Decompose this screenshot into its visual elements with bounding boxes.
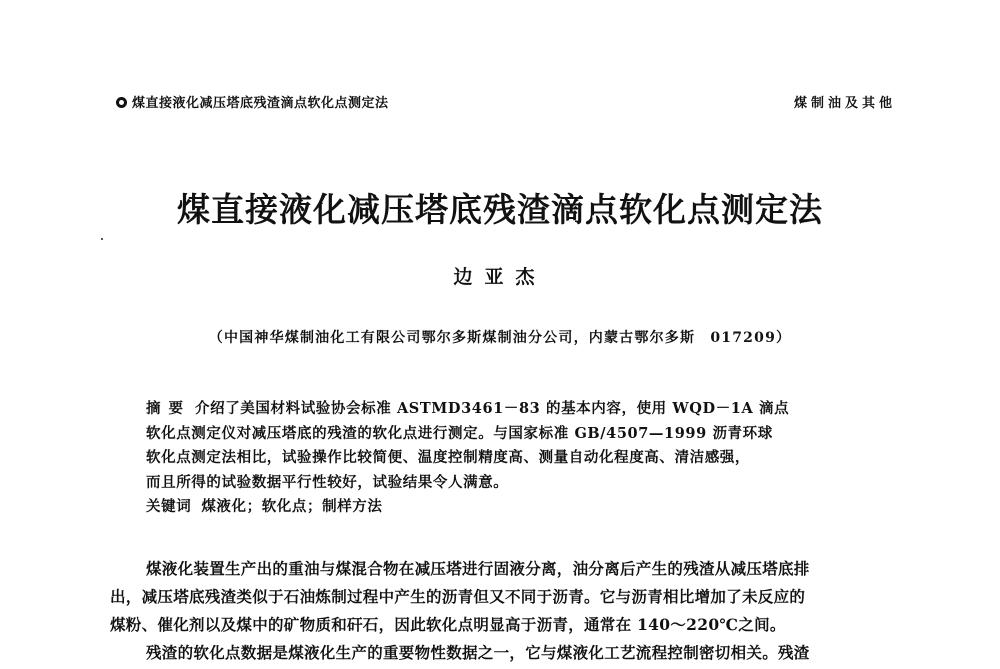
abstract-text: 介绍了美国材料试验协会标准 ASTMD3461－83 的基本内容，使用 WQD－1A 滴点 (195, 400, 790, 417)
body-line: 出，减压塔底残渣类似于石油炼制过程中产生的沥青但又不同于沥青。它与沥青相比增加了未反应的 (110, 587, 806, 606)
abstract-line: 软化点测定法相比，试验操作比较简便、温度控制精度高、测量自动化程度高、清洁感强， (146, 449, 750, 466)
affiliation: （中国神华煤制油化工有限公司鄂尔多斯煤制油分公司，内蒙古鄂尔多斯 017209） (208, 330, 792, 346)
running-header-title: 煤直接液化减压塔底残渣滴点软化点测定法 (132, 96, 389, 111)
abstract-line: 软化点测定仪对减压塔底的残渣的软化点进行测定。与国家标准 GB/4507—1999 沥青环球 (146, 424, 773, 442)
running-header (116, 92, 896, 112)
keywords-text: 煤液化；软化点；制样方法 (201, 498, 383, 515)
abstract-line: 而且所得的试验数据平行性较好，试验结果令人满意。 (146, 473, 509, 491)
keywords-line (146, 495, 876, 520)
body-text (110, 555, 900, 667)
author: 边亚杰 (453, 266, 547, 288)
body-line: 残渣的软化点数据是煤液化生产的重要物性数据之一，它与煤液化工艺流程控制密切相关。残渣 (146, 643, 810, 662)
abstract-line (146, 397, 876, 422)
paper-title: 煤直接液化减压塔底残渣滴点软化点测定法 (177, 190, 823, 229)
running-header-section: 煤制油及其他 (793, 96, 896, 111)
keywords-label: 关键词 (146, 499, 192, 515)
running-header-left (116, 92, 389, 111)
abstract (146, 397, 876, 520)
body-line: 煤液化装置生产出的重油与煤混合物在减压塔进行固液分离，油分离后产生的残渣从减压塔底排 (146, 559, 810, 578)
body-line: 煤粉、催化剂以及煤中的矿物质和矸石，因此软化点明显高于沥青，通常在 140～220℃之间。 (110, 615, 786, 634)
abstract-label: 摘要 (146, 401, 191, 417)
scan-speck (101, 238, 103, 240)
bullet-icon (116, 97, 127, 108)
